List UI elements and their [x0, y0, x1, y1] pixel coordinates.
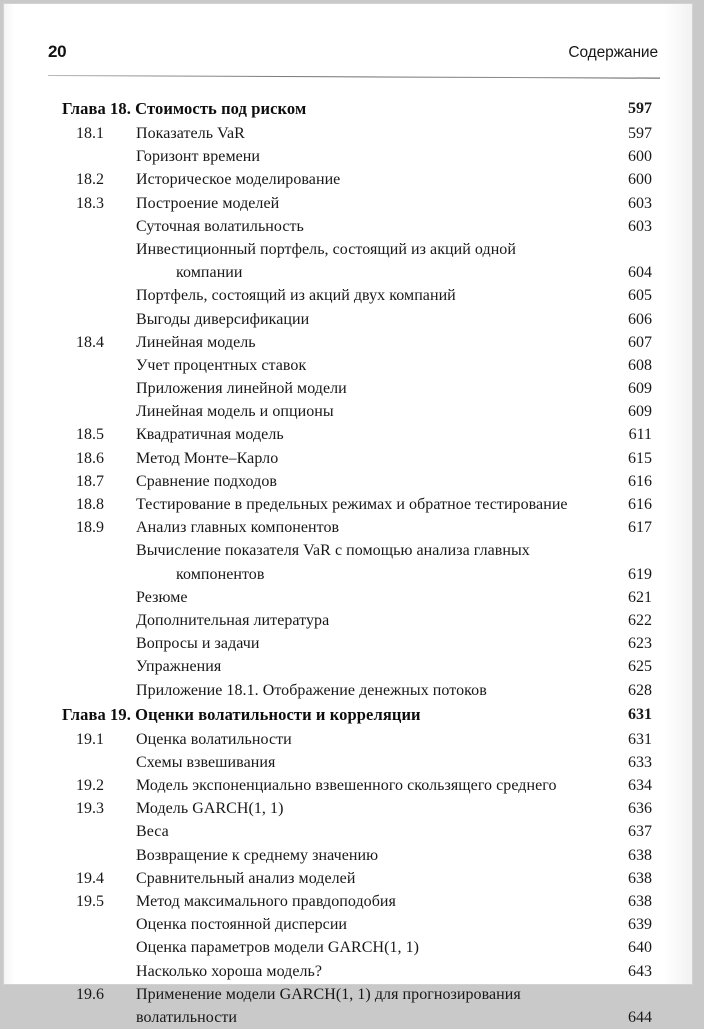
toc-entry-title: Портфель, состоящий из акций двух компаний: [136, 287, 456, 305]
toc-section-number: 18.5: [76, 426, 104, 444]
toc-entry-row[interactable]: [48, 215, 660, 238]
toc-chapter-row[interactable]: [48, 702, 660, 728]
toc-entry-title: Веса: [136, 823, 169, 841]
toc-entry-row[interactable]: [48, 960, 660, 983]
toc-entry-row[interactable]: [48, 797, 660, 820]
toc-page-number[interactable]: 608: [628, 356, 652, 374]
toc-entry-row[interactable]: [48, 168, 660, 191]
toc-page-number[interactable]: 607: [628, 333, 652, 351]
toc-section-number: 18.3: [76, 194, 104, 212]
toc-page-number[interactable]: 600: [628, 148, 652, 166]
toc-page-number[interactable]: 637: [628, 823, 652, 841]
toc-page-number[interactable]: 644: [628, 1008, 652, 1026]
toc-entry-row[interactable]: [48, 820, 660, 843]
toc-entry-title: Дополнительная литература: [136, 611, 330, 629]
toc-page-number[interactable]: 638: [628, 893, 652, 910]
running-head: [48, 42, 660, 76]
toc-page-number[interactable]: 621: [628, 588, 652, 606]
toc-chapter-title: Глава 18. Стоимость под риском: [62, 99, 307, 118]
toc-entry-title: Резюме: [136, 588, 188, 606]
toc-page-number[interactable]: 605: [628, 287, 652, 305]
toc-entry-title: Упражнения: [136, 658, 222, 676]
toc-entry-title: Оценка волатильности: [136, 730, 292, 748]
toc-entry-title: Построение моделей: [136, 194, 280, 212]
toc-entry-title: Метод Монте–Карло: [136, 449, 279, 467]
toc-page-number[interactable]: 597: [628, 100, 652, 117]
toc-entry-title: Анализ главных компонентов: [136, 519, 340, 537]
toc-entry-title: Вычисление показателя VaR с помощью анализа главных: [136, 542, 530, 560]
toc-entry-row[interactable]: [48, 423, 660, 446]
toc-entry-row[interactable]: [48, 145, 660, 168]
toc-entry-row[interactable]: [48, 516, 660, 539]
toc-chapter-row[interactable]: [48, 96, 660, 122]
toc-page-number[interactable]: 628: [628, 681, 652, 699]
toc-entry-title: компании: [176, 264, 243, 282]
toc-entry-title: Модель экспоненциально взвешенного скользящего среднего: [136, 777, 557, 795]
toc-section-number: 18.8: [76, 496, 104, 513]
toc-entry-row[interactable]: [48, 586, 660, 609]
toc-page-number[interactable]: 622: [628, 611, 652, 629]
toc-entry-title: Оценка параметров модели GARCH(1, 1): [136, 939, 420, 957]
toc-section-number: 19.4: [76, 869, 104, 887]
toc-page-number[interactable]: 640: [628, 939, 652, 957]
toc-page-number[interactable]: 604: [628, 264, 652, 282]
toc-section-number: 18.6: [76, 449, 104, 467]
toc-entry-title: Горизонт времени: [136, 148, 260, 166]
toc-page-number[interactable]: 634: [628, 777, 652, 795]
toc-page-number[interactable]: 597: [628, 125, 652, 142]
toc-page-number[interactable]: 616: [628, 472, 652, 490]
toc-page-number[interactable]: 631: [628, 705, 652, 723]
toc-chapter-title: Глава 19. Оценки волатильности и корреляции: [62, 704, 421, 724]
toc-page-number[interactable]: 600: [628, 171, 652, 189]
toc-page-number[interactable]: 609: [628, 403, 652, 421]
toc-entry-title: Насколько хороша модель?: [136, 962, 323, 980]
toc-entry-row[interactable]: [48, 400, 660, 423]
toc-page-number[interactable]: 623: [628, 635, 652, 653]
toc-section-number: 19.6: [76, 985, 104, 1003]
toc-entry-title: Инвестиционный портфель, состоящий из акций одной: [136, 240, 516, 258]
toc-entry-row[interactable]: [48, 774, 660, 797]
toc-entry-row[interactable]: [48, 122, 660, 145]
toc-entry-title: Учет процентных ставок: [136, 356, 307, 374]
running-head-title: Содержание: [568, 44, 658, 61]
toc-section-number: 19.1: [76, 730, 104, 748]
toc-page-number[interactable]: 617: [628, 519, 652, 537]
toc-entry-title: Возвращение к среднему значению: [136, 846, 379, 864]
toc-entry-title: Вопросы и задачи: [136, 635, 260, 653]
toc-entry-row[interactable]: [48, 655, 660, 678]
page-folio-number: 20: [48, 42, 67, 61]
toc-entry-row[interactable]: [48, 890, 660, 913]
toc-entry-title: Суточная волатильность: [136, 217, 304, 235]
toc-page-number[interactable]: 616: [628, 496, 652, 513]
toc-section-number: 18.4: [76, 333, 104, 351]
toc-page-number[interactable]: 643: [628, 962, 652, 980]
toc-entry-row[interactable]: [48, 331, 660, 354]
toc-entry-title: Приложения линейной модели: [136, 380, 347, 398]
toc-entry-row[interactable]: [48, 1006, 660, 1029]
toc-entry-row[interactable]: [48, 493, 660, 516]
toc-entry-row[interactable]: [48, 470, 660, 493]
toc-section-number: 18.1: [76, 125, 104, 142]
toc-entry-row[interactable]: [48, 377, 660, 400]
page-canvas: [4, 4, 692, 1026]
toc-entry-title: Показатель VaR: [136, 125, 245, 142]
toc-page-number[interactable]: 603: [628, 194, 652, 212]
toc-page-number[interactable]: 609: [628, 380, 652, 398]
toc-entry-title: Схемы взвешивания: [136, 753, 276, 771]
toc-entry-row[interactable]: [48, 913, 660, 936]
toc-entry-title: компонентов: [176, 565, 265, 583]
toc-entry-row[interactable]: [48, 867, 660, 890]
toc-page-number[interactable]: 619: [628, 565, 652, 583]
toc-section-number: 18.9: [76, 519, 104, 537]
toc-page-number[interactable]: 638: [628, 846, 652, 864]
toc-page-number[interactable]: 606: [628, 310, 652, 328]
toc-page-number[interactable]: 615: [628, 449, 652, 467]
toc-entry-row[interactable]: [48, 284, 660, 307]
toc-page-number[interactable]: 611: [628, 426, 652, 444]
toc-entry-row[interactable]: [48, 936, 660, 959]
toc-entry-title: Применение модели GARCH(1, 1) для прогнозирования: [136, 985, 521, 1003]
toc-entry-title: Линейная модель и опционы: [136, 403, 334, 421]
toc-page-number[interactable]: 638: [628, 869, 652, 887]
toc-entry-title: Приложение 18.1. Отображение денежных потоков: [136, 681, 487, 699]
toc-entry-row[interactable]: [48, 728, 660, 751]
toc-entry-row[interactable]: [48, 261, 660, 284]
toc-entry-title: Тестирование в предельных режимах и обратное тестирование: [136, 496, 568, 513]
toc-entry-title: Сравнительный анализ моделей: [136, 869, 356, 887]
toc-entry-row[interactable]: [48, 751, 660, 774]
toc-entry-row[interactable]: [48, 983, 660, 1006]
toc-entry-title: Метод максимального правдоподобия: [136, 893, 396, 910]
toc-entry-row[interactable]: [48, 539, 660, 562]
toc-entry-row[interactable]: [48, 308, 660, 331]
toc-section-number: 18.7: [76, 472, 104, 490]
toc-section-number: 18.2: [76, 171, 104, 189]
toc-page-number[interactable]: 603: [628, 217, 652, 235]
toc-entry-title: Модель GARCH(1, 1): [136, 800, 284, 818]
toc-entry-title: волатильности: [136, 1008, 238, 1026]
toc-entry-row[interactable]: [48, 679, 660, 702]
toc-entry-row[interactable]: [48, 354, 660, 377]
table-of-contents: [48, 96, 660, 1029]
toc-entry-row[interactable]: [48, 238, 660, 261]
toc-entry-title: Квадратичная модель: [136, 426, 284, 444]
toc-entry-row[interactable]: [48, 563, 660, 586]
toc-entry-title: Линейная модель: [136, 333, 256, 351]
toc-page-number[interactable]: 636: [628, 800, 652, 818]
toc-section-number: 19.5: [76, 893, 104, 910]
toc-entry-row[interactable]: [48, 844, 660, 867]
toc-entry-row[interactable]: [48, 632, 660, 655]
toc-entry-row[interactable]: [48, 609, 660, 632]
toc-entry-title: Историческое моделирование: [136, 171, 341, 189]
toc-page-number[interactable]: 633: [628, 753, 652, 771]
toc-section-number: 19.3: [76, 800, 104, 818]
toc-entry-row[interactable]: [48, 192, 660, 215]
toc-entry-title: Выгоды диверсификации: [136, 310, 310, 328]
toc-entry-row[interactable]: [48, 447, 660, 470]
toc-entry-title: Оценка постоянной дисперсии: [136, 916, 348, 934]
toc-page-number[interactable]: 631: [628, 730, 652, 748]
toc-page-number[interactable]: 625: [628, 658, 652, 676]
toc-page-number[interactable]: 639: [628, 916, 652, 934]
page-sheet: [4, 4, 692, 1026]
toc-entry-title: Сравнение подходов: [136, 472, 277, 490]
toc-section-number: 19.2: [76, 777, 104, 795]
